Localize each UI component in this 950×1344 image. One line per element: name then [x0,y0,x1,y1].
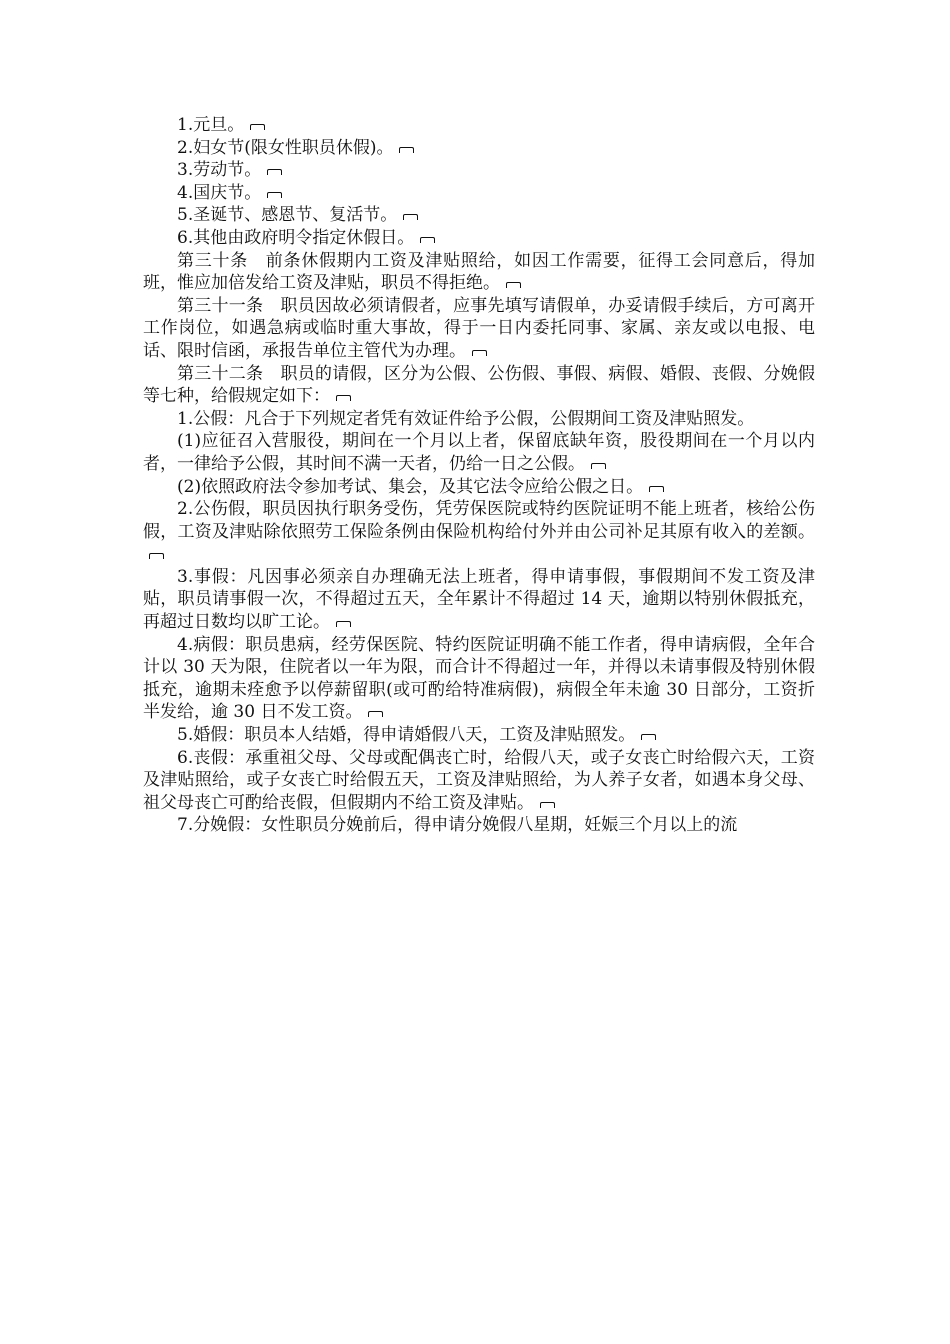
list-item-christmas: 5.圣诞节、感恩节、复活节。 [143,204,815,227]
list-item-labor-day: 3.劳动节。 [143,159,815,182]
leave-bereavement: 6.丧假：承重祖父母、父母或配偶丧亡时，给假八天，或子女丧亡时给假六天，工资及津贴照给，或子女丧亡时给假五天，工资及津贴照给，为人养子女者，如遇本身父母、祖父母丧亡可酌给丧假，但假期内不给工资及津贴。 [143,747,815,813]
document-body [143,114,815,837]
article-30: 第三十条 前条休假期内工资及津贴照给，如因工作需要，征得工会同意后，得加班，惟应加倍发给工资及津贴，职员不得拒绝。 [143,250,815,294]
article-31: 第三十一条 职员因故必须请假者，应事先填写请假单，办妥请假手续后，方可离开工作岗位，如遇急病或临时重大事故，得于一日内委托同事、家属、亲友或以电报、电话、限时信函，承报告单位主管代为办理。 [143,295,815,361]
article-32: 第三十二条 职员的请假，区分为公假、公伤假、事假、病假、婚假、丧假、分娩假等七种，给假规定如下： [143,363,815,407]
paragraph-mark-icon [591,461,606,470]
list-item-new-year: 1.元旦。 [143,114,815,137]
paragraph-mark-icon [149,551,164,560]
paragraph-mark-icon [420,235,435,244]
paragraph-mark-icon [336,393,351,402]
list-item-national-day: 4.国庆节。 [143,182,815,205]
paragraph-mark-icon [250,122,265,131]
paragraph-mark-icon [368,709,383,718]
paragraph-mark-icon [649,484,664,493]
paragraph-mark-icon [267,190,282,199]
list-item-other-holidays: 6.其他由政府明令指定休假日。 [143,227,815,250]
paragraph-mark-icon [399,145,414,154]
leave-official: 1.公假：凡合于下列规定者凭有效证件给予公假，公假期间工资及津贴照发。 [177,408,755,429]
leave-marriage: 5.婚假：职员本人结婚，得申请婚假八天，工资及津贴照发。 [143,724,815,747]
leave-injury: 2.公伤假，职员因执行职务受伤，凭劳保医院或特约医院证明不能上班者，核给公伤假，工资及津贴除依照劳工保险条例由保险机构给付外并由公司补足其原有收入的差额。 [143,498,815,566]
paragraph-mark-icon [506,280,521,289]
paragraph-mark-icon [540,800,555,809]
list-item-womens-day: 2.妇女节(限女性职员休假)。 [143,137,815,160]
leave-sick: 4.病假：职员患病，经劳保医院、特约医院证明确不能工作者，得申请病假，全年合计以 30 天为限，住院者以一年为限，而合计不得超过一年，并得以未请事假及特别休假抵充，逾期未痊愈予以停薪留职(或可酌给特准病假)，病假全年未逾 30 日部分，工资折半发给，逾 30 日不发工资。 [143,634,815,723]
paragraph-mark-icon [267,167,282,176]
paragraph-mark-icon [336,619,351,628]
paragraph-mark-icon [403,212,418,221]
leave-maternity: 7.分娩假：女性职员分娩前后，得申请分娩假八星期，妊娠三个月以上的流 [177,815,738,836]
paragraph-mark-icon [472,348,487,357]
leave-personal: 3.事假：凡因事必须亲自办理确无法上班者，得申请事假，事假期间不发工资及津贴，职员请事假一次，不得超过五天，全年累计不得超过 14 天，逾期以特别休假抵充，再超过日数均以旷工论。 [143,566,815,633]
leave-official-item-2: (2)依照政府法令参加考试、集会，及其它法令应给公假之日。 [143,476,815,499]
leave-official-item-1: (1)应征召入营服役，期间在一个月以上者，保留底缺年资，股役期间在一个月以内者，一律给予公假，其时间不满一天者，仍给一日之公假。 [143,431,815,474]
paragraph-mark-icon [641,732,656,741]
